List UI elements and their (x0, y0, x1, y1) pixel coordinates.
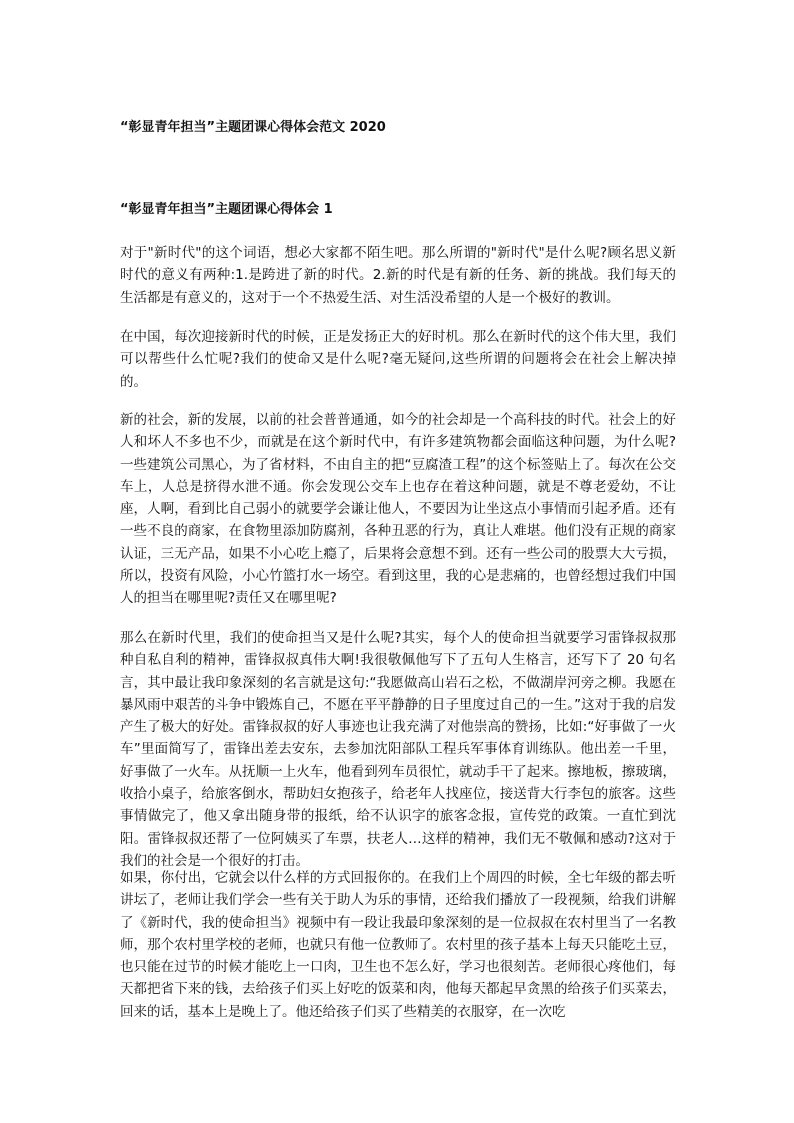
paragraph: 那么在新时代里，我们的使命担当又是什么呢?其实，每个人的使命担当就要学习雷锋叔叔那种自私自利的精神，雷锋叔叔真伟大啊!我很敬佩他写下了五句人生格言，还写下了 20 句名言，其中最让我印象深刻的名言就是这句:“我愿做高山岩石之松，不做湖岸河旁之柳。我愿在暴风雨中艰苦的斗争中锻炼自己，不愿在平平静静的日子里度过自己的一生。”这对于我的启发产生了极大的好处。雷锋叔叔的好人事迹也让我充满了对他崇高的赞扬，比如:“好事做了一火车”里面简写了，雷锋出差去安东，去参加沈阳部队工程兵军事体育训练队。他出差一千里，好事做了一火车。从抚顺一上火车，他看到列车员很忙，就动手干了起来。擦地板，擦玻璃，收拾小桌子，给旅客倒水，帮助妇女抱孩子，给老年人找座位，接送背大行李包的旅客。这些事情做完了，他又拿出随身带的报纸，给不认识字的旅客念报，宣传党的政策。一直忙到沈阳。雷锋叔叔还帮了一位阿姨买了车票，扶老人…这样的精神，我们无不敬佩和感动?这对于我们的社会是一个很好的打击。 (120, 630, 676, 869)
section-title: “彰显青年担当”主题团课心得体会 1 (120, 202, 333, 217)
paragraph: 对于"新时代"的这个词语，想必大家都不陌生吧。那么所谓的"新时代"是什么呢?顾名思义新时代的意义有两种:1.是跨进了新的时代。2.新的时代是有新的任务、新的挑战。我们每天的生活都是有意义的，这对于一个不热爱生活、对生活没希望的人是一个极好的教训。 (120, 245, 676, 306)
paragraph: 在中国，每次迎接新时代的时候，正是发扬正大的好时机。那么在新时代的这个伟大里，我们可以帮些什么忙呢?我们的使命又是什么呢?毫无疑问,这些所谓的问题将会在社会上解决掉的。 (120, 329, 676, 390)
document-title: “彰显青年担当”主题团课心得体会范文 2020 (120, 120, 386, 135)
paragraph: 如果，你付出，它就会以什么样的方式回报你的。在我们上个周四的时候，全七年级的都去听讲坛了，老师让我们学会一些有关于助人为乐的事情，还给我们播放了一段视频，给我们讲解了《新时代，我的使命担当》视频中有一段让我最印象深刻的是一位叔叔在农村里当了一名教师，那个农村里学校的老师，也就只有他一位教师了。农村里的孩子基本上每天只能吃土豆，也只能在过节的时候才能吃上一口肉，卫生也不怎么好，学习也很刻苦。老师很心疼他们，每天都把省下来的钱，去给孩子们买上好吃的饭菜和肉，他每天都起早贪黑的给孩子们买菜去，回来的话，基本上是晚上了。他还给孩子们买了些精美的衣服穿，在一次吃 (120, 870, 676, 1020)
paragraph: 新的社会，新的发展，以前的社会普普通通，如今的社会却是一个高科技的时代。社会上的好人和坏人不多也不少，而就是在这个新时代中，有许多建筑物都会面临这种问题，为什么呢?一些建筑公司黑心，为了省材料，不由自主的把“豆腐渣工程”的这个标签贴上了。每次在公交车上，人总是挤得水泄不通。你会发现公交车上也存在着这种问题，就是不尊老爱幼，不让座，人啊，看到比自己弱小的就要学会谦让他人，不要因为让坐这点小事情而引起矛盾。还有一些不良的商家，在食物里添加防腐剂，各种丑恶的行为，真让人难堪。他们没有正规的商家认证，三无产品，如果不小心吃上瘾了，后果将会意想不到。还有一些公司的股票大大亏损，所以，投资有风险，小心竹篮打水一场空。看到这里，我的心是悲痛的，也曾经想过我们中国人的担当在哪里呢?责任又在哪里呢? (120, 412, 676, 607)
